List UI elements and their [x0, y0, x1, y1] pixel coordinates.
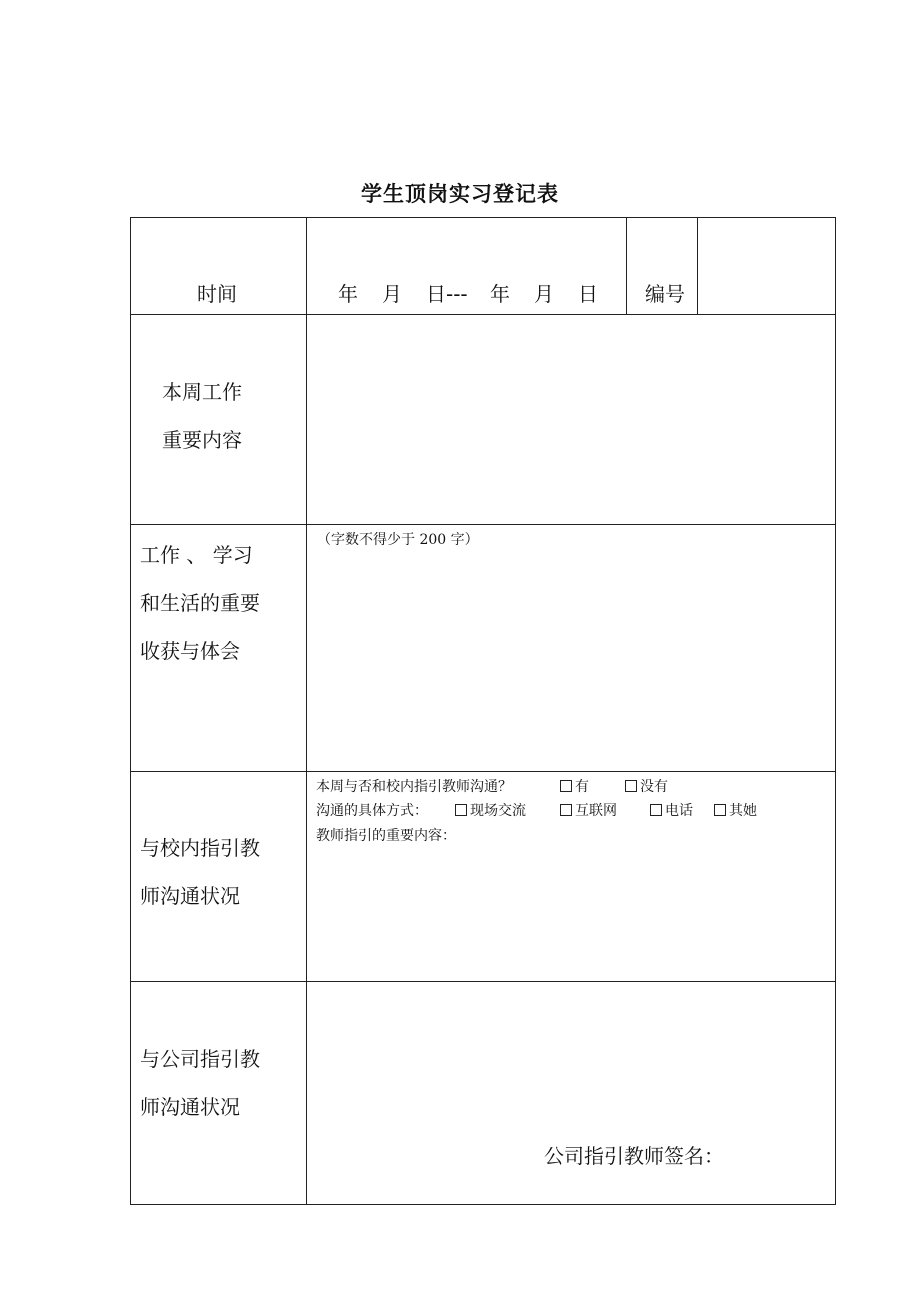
- school-question: 本周与否和校内指引教师沟通？: [316, 779, 512, 795]
- table-border-top: [130, 217, 836, 218]
- checkbox-icon: [560, 804, 572, 816]
- table-row-divider: [130, 981, 836, 982]
- checkbox-icon: [455, 804, 467, 816]
- option-label: 其她: [729, 803, 757, 819]
- school-teacher-label-line2: 师沟通状况: [140, 884, 240, 908]
- date-month-start: 月: [382, 282, 402, 306]
- table-row-divider: [130, 314, 836, 315]
- option-label: 现场交流: [470, 803, 526, 819]
- table-column-divider: [697, 217, 698, 315]
- guidance-field[interactable]: [308, 846, 834, 979]
- option-onsite[interactable]: [455, 800, 526, 820]
- company-signature-label: 公司指引教师签名：: [544, 1144, 724, 1168]
- checkbox-icon: [650, 804, 662, 816]
- table-border-left: [130, 217, 131, 1205]
- weekly-work-field[interactable]: [308, 316, 834, 523]
- gains-hint: （字数不得少于 200 字）: [317, 532, 479, 548]
- table-row-divider: [130, 771, 836, 772]
- company-communication-field[interactable]: [308, 983, 834, 1133]
- gains-label-line3: 收获与体会: [140, 639, 240, 663]
- gains-field[interactable]: [308, 550, 834, 769]
- company-teacher-label-line1: 与公司指引教: [140, 1047, 260, 1071]
- gains-label-line2: 和生活的重要: [140, 591, 260, 615]
- table-border-bottom: [130, 1204, 836, 1205]
- checkbox-icon: [714, 804, 726, 816]
- time-label: 时间: [197, 282, 237, 306]
- option-yes[interactable]: [560, 776, 589, 796]
- number-label: 编号: [645, 282, 685, 306]
- date-day-start: 日---: [426, 282, 468, 306]
- guidance-label: 教师指引的重要内容：: [316, 828, 456, 844]
- company-teacher-label-line2: 师沟通状况: [140, 1095, 240, 1119]
- date-year-start: 年: [338, 282, 358, 306]
- option-label: 电话: [665, 803, 693, 819]
- option-label: 没有: [640, 779, 668, 795]
- method-label: 沟通的具体方式：: [316, 803, 428, 819]
- table-border-right: [835, 217, 836, 1205]
- option-no[interactable]: [625, 776, 668, 796]
- checkbox-icon: [560, 780, 572, 792]
- weekly-work-label-line1: 本周工作: [162, 380, 242, 404]
- weekly-work-label-line2: 重要内容: [162, 428, 242, 452]
- option-label: 有: [575, 779, 589, 795]
- form-title: 学生顶岗实习登记表: [361, 182, 559, 206]
- date-day-end: 日: [578, 282, 598, 306]
- option-other[interactable]: [714, 800, 757, 820]
- option-internet[interactable]: [560, 800, 617, 820]
- date-year-end: 年: [490, 282, 510, 306]
- school-teacher-label-line1: 与校内指引教: [140, 836, 260, 860]
- option-label: 互联网: [575, 803, 617, 819]
- number-field[interactable]: [699, 219, 833, 313]
- table-column-divider: [306, 217, 307, 1205]
- table-row-divider: [130, 524, 836, 525]
- table-column-divider: [626, 217, 627, 315]
- gains-label-line1: 工作 、 学习: [140, 543, 253, 567]
- date-month-end: 月: [534, 282, 554, 306]
- checkbox-icon: [625, 780, 637, 792]
- option-phone[interactable]: [650, 800, 693, 820]
